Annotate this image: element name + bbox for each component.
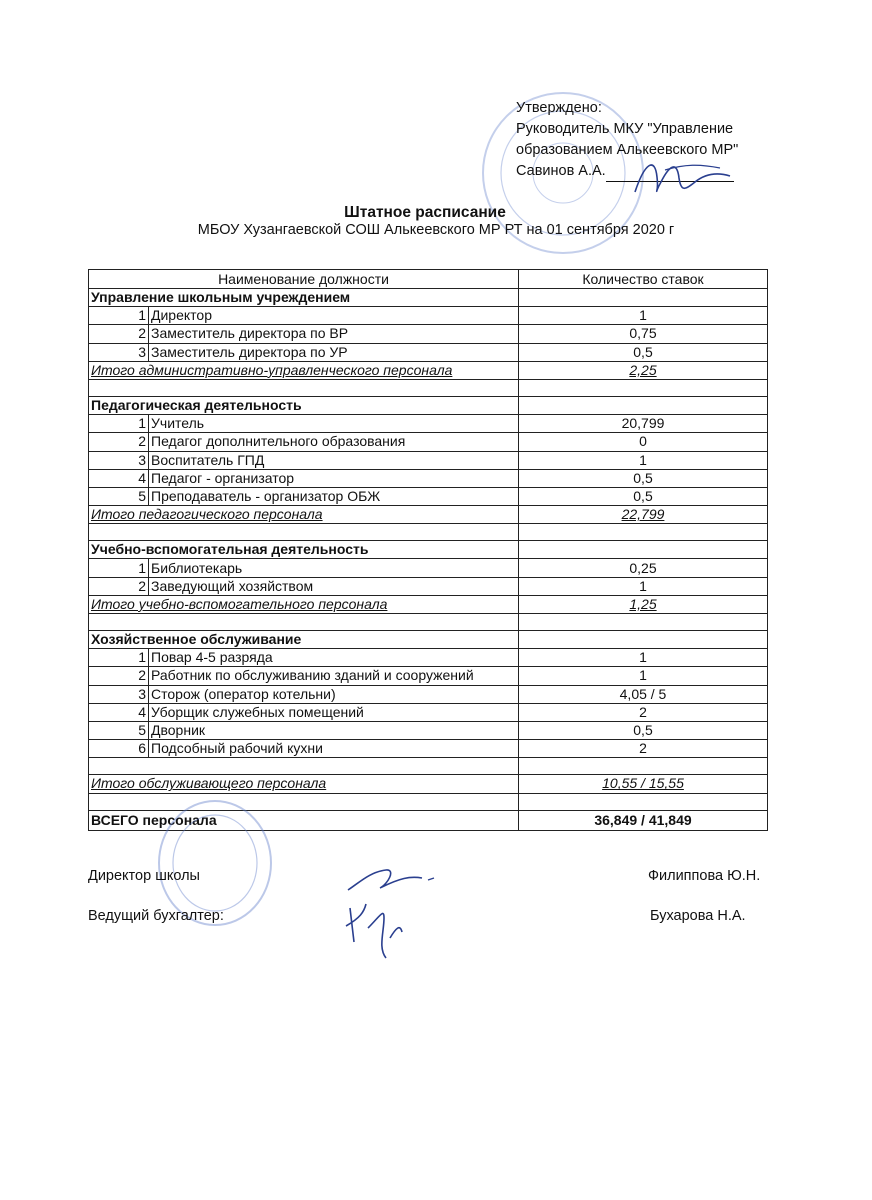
subtotal-quantity: 1,25 (519, 595, 768, 613)
row-number: 4 (89, 703, 149, 721)
approval-position-line2: образованием Алькеевского МР" (516, 142, 739, 158)
blank-cell (89, 793, 519, 810)
blank-row (89, 614, 768, 631)
director-signature (340, 864, 440, 896)
subtotal-row (89, 595, 768, 613)
row-number: 5 (89, 721, 149, 739)
row-number: 1 (89, 415, 149, 433)
row-number: 1 (89, 649, 149, 667)
position-name: Работник по обслуживанию зданий и сооружений (149, 667, 519, 685)
section-qty-cell (519, 631, 768, 649)
table-row (89, 649, 768, 667)
accountant-signature (340, 898, 410, 964)
header-position: Наименование должности (89, 270, 519, 289)
section-row (89, 631, 768, 649)
position-name: Заведующий хозяйством (149, 577, 519, 595)
row-number: 3 (89, 343, 149, 361)
table-row (89, 415, 768, 433)
position-name: Заместитель директора по УР (149, 343, 519, 361)
blank-row (89, 379, 768, 396)
position-name: Библиотекарь (149, 559, 519, 577)
director-label: Директор школы (88, 868, 200, 884)
table-row (89, 487, 768, 505)
row-number: 3 (89, 685, 149, 703)
section-title: Хозяйственное обслуживание (89, 631, 519, 649)
subtotal-quantity: 10,55 / 15,55 (519, 775, 768, 793)
table-row (89, 451, 768, 469)
subtotal-quantity: 22,799 (519, 506, 768, 524)
position-quantity: 0,5 (519, 469, 768, 487)
position-name: Преподаватель - организатор ОБЖ (149, 487, 519, 505)
subtotal-label: Итого административно-управленческого персонала (89, 361, 519, 379)
row-number: 2 (89, 577, 149, 595)
blank-cell (89, 379, 519, 396)
section-row (89, 396, 768, 414)
section-title: Педагогическая деятельность (89, 396, 519, 414)
position-name: Директор (149, 307, 519, 325)
table-row (89, 307, 768, 325)
position-name: Учитель (149, 415, 519, 433)
position-quantity: 4,05 / 5 (519, 685, 768, 703)
blank-cell (89, 524, 519, 541)
position-name: Дворник (149, 721, 519, 739)
blank-cell (89, 758, 519, 775)
document-subtitle: МБОУ Хузангаевской СОШ Алькеевского МР РТ на 01 сентября 2020 г (197, 222, 675, 238)
subtotal-label: Итого обслуживающего персонала (89, 775, 519, 793)
subtotal-row (89, 361, 768, 379)
position-name: Воспитатель ГПД (149, 451, 519, 469)
subtotal-label: Итого педагогического персонала (89, 506, 519, 524)
approval-signer: Савинов А.А. (516, 163, 606, 179)
position-quantity: 20,799 (519, 415, 768, 433)
table-row (89, 559, 768, 577)
position-quantity: 0,5 (519, 343, 768, 361)
approval-heading: Утверждено: (516, 100, 602, 116)
section-qty-cell (519, 396, 768, 414)
section-row (89, 541, 768, 559)
row-number: 2 (89, 433, 149, 451)
director-name: Филиппова Ю.Н. (648, 868, 761, 884)
position-quantity: 0,5 (519, 487, 768, 505)
table-row (89, 433, 768, 451)
row-number: 4 (89, 469, 149, 487)
table-row (89, 740, 768, 758)
position-name: Подсобный рабочий кухни (149, 740, 519, 758)
blank-row (89, 524, 768, 541)
total-quantity: 36,849 / 41,849 (519, 810, 768, 830)
table-row (89, 721, 768, 739)
accountant-label: Ведущий бухгалтер: (88, 908, 224, 924)
header-quantity: Количество ставок (519, 270, 768, 289)
table-row (89, 685, 768, 703)
position-quantity: 1 (519, 451, 768, 469)
position-name: Педагог - организатор (149, 469, 519, 487)
row-number: 1 (89, 559, 149, 577)
row-number: 2 (89, 325, 149, 343)
accountant-name: Бухарова Н.А. (650, 908, 746, 924)
row-number: 3 (89, 451, 149, 469)
position-quantity: 1 (519, 649, 768, 667)
document-title: Штатное расписание (344, 204, 506, 221)
position-quantity: 1 (519, 667, 768, 685)
blank-cell (519, 379, 768, 396)
position-quantity: 2 (519, 703, 768, 721)
position-quantity: 2 (519, 740, 768, 758)
position-name: Сторож (оператор котельни) (149, 685, 519, 703)
row-number: 5 (89, 487, 149, 505)
position-quantity: 0,5 (519, 721, 768, 739)
approval-signature (625, 152, 735, 198)
blank-cell (519, 758, 768, 775)
blank-cell (89, 614, 519, 631)
section-row (89, 289, 768, 307)
blank-row (89, 758, 768, 775)
table-row (89, 343, 768, 361)
row-number: 1 (89, 307, 149, 325)
table-row (89, 703, 768, 721)
subtotal-label: Итого учебно-вспомогательного персонала (89, 595, 519, 613)
table-row (89, 325, 768, 343)
approval-position-line1: Руководитель МКУ "Управление (516, 121, 734, 137)
staff-table (88, 269, 768, 831)
position-name: Повар 4-5 разряда (149, 649, 519, 667)
table-row (89, 577, 768, 595)
position-quantity: 0 (519, 433, 768, 451)
blank-cell (519, 524, 768, 541)
position-name: Уборщик служебных помещений (149, 703, 519, 721)
position-quantity: 1 (519, 307, 768, 325)
section-title: Управление школьным учреждением (89, 289, 519, 307)
section-qty-cell (519, 541, 768, 559)
section-title: Учебно-вспомогательная деятельность (89, 541, 519, 559)
position-quantity: 1 (519, 577, 768, 595)
position-quantity: 0,25 (519, 559, 768, 577)
position-name: Заместитель директора по ВР (149, 325, 519, 343)
row-number: 2 (89, 667, 149, 685)
total-label: ВСЕГО персонала (89, 810, 519, 830)
position-name: Педагог дополнительного образования (149, 433, 519, 451)
blank-cell (519, 793, 768, 810)
subtotal-row (89, 775, 768, 793)
blank-cell (519, 614, 768, 631)
position-quantity: 0,75 (519, 325, 768, 343)
row-number: 6 (89, 740, 149, 758)
subtotal-row (89, 506, 768, 524)
table-row (89, 667, 768, 685)
table-header-row (89, 270, 768, 289)
section-qty-cell (519, 289, 768, 307)
subtotal-quantity: 2,25 (519, 361, 768, 379)
table-row (89, 469, 768, 487)
